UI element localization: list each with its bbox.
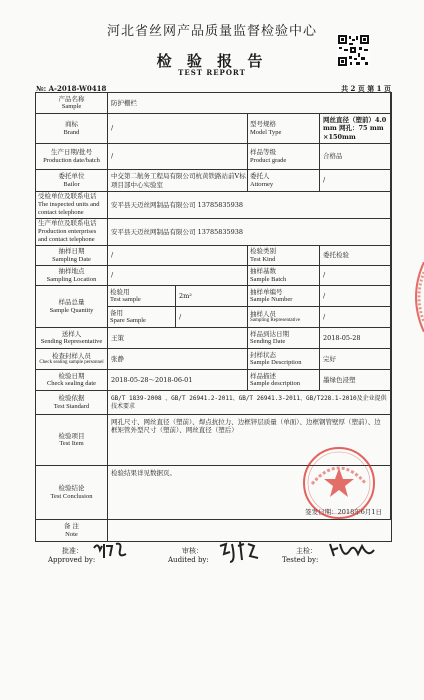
date-batch-label-en: Production date/batch bbox=[43, 156, 100, 164]
items-value: 网孔尺寸、网丝直径（塑前）、焊点抗拉力、边框锌层质量（单面）、边框钢管壁厚（塑前）、边框矩管外型尺寸（塑前）、网丝直径（塑后） bbox=[108, 415, 391, 466]
sample-number-label-cn: 抽样单编号 bbox=[250, 287, 283, 296]
audited-signature-icon bbox=[218, 540, 262, 566]
tested-block bbox=[282, 546, 318, 564]
sampling-rep-label-en: Sampling Representative bbox=[250, 317, 301, 323]
approved-signature-icon bbox=[92, 540, 132, 562]
check-personnel-value: 张静 bbox=[108, 349, 248, 370]
report-number: №: A-2018-W0418 bbox=[36, 84, 107, 93]
title-en: TEST REPORT bbox=[178, 68, 246, 77]
quantity-label-cn: 样品总量 bbox=[58, 298, 85, 307]
audited-en: Audited by: bbox=[168, 556, 209, 564]
spare-label bbox=[108, 307, 176, 328]
sampling-date-value: / bbox=[108, 246, 248, 266]
sampling-rep-label-cn: 抽样人员 bbox=[250, 309, 276, 318]
quantity-label-en: Sample Quantity bbox=[49, 306, 94, 314]
sampling-date-label-en: Sampling Date bbox=[52, 255, 91, 263]
check-personnel-label-en: Check sealing sample personnel bbox=[39, 359, 104, 365]
tested-cn: 主检： bbox=[296, 547, 317, 555]
standard-label-en: Test Standard bbox=[53, 402, 90, 410]
bailor-label-cn: 委托单位 bbox=[58, 172, 85, 181]
items-label-en: Test Item bbox=[59, 440, 84, 447]
spare-value: / bbox=[176, 307, 248, 328]
test-date-value: 2018-05-28～2018-06-01 bbox=[108, 370, 248, 391]
test-kind-label-en: Test Kind bbox=[250, 255, 276, 263]
date-batch-label bbox=[36, 144, 108, 170]
sending-date-value: 2018-05-28 bbox=[320, 328, 391, 349]
test-sample-label bbox=[108, 286, 176, 307]
sampling-date-label-cn: 抽样日期 bbox=[58, 247, 85, 256]
grade-label-en: Product grade bbox=[250, 156, 287, 164]
title-cn: 检 验 报 告 bbox=[156, 52, 268, 70]
approved-signature bbox=[92, 540, 132, 566]
sending-rep-value: 王策 bbox=[108, 328, 248, 349]
bailor-label-en: Bailor bbox=[63, 180, 80, 188]
date-batch-label-cn: 生产日期/批号 bbox=[50, 148, 93, 157]
brand-label bbox=[36, 114, 108, 144]
standard-label bbox=[36, 391, 108, 415]
conclusion-value: 检验结果详见数据页。 bbox=[111, 469, 176, 477]
standard-value: GB/T 1839-2008 、GB/T 26941.2-2011、GB/T 26941.3-2011、GB/T228.1-2010及企业提供技术要求 bbox=[108, 391, 391, 415]
model-label-en: Model Type bbox=[250, 128, 282, 136]
sending-rep-label bbox=[36, 328, 108, 349]
product-value: 防护栅栏 bbox=[108, 93, 391, 114]
org-name: 河北省丝网产品质量监督检验中心 bbox=[106, 24, 317, 39]
sample-number-label-en: Sample Number bbox=[250, 296, 293, 303]
test-date-label bbox=[36, 370, 108, 391]
note-label-cn: 备 注 bbox=[63, 522, 80, 531]
bailor-label bbox=[36, 170, 108, 192]
audited-block bbox=[168, 546, 209, 564]
page-indicator: 共 2 页 第 1 页 bbox=[341, 84, 391, 93]
attorney-label-en: Attorney bbox=[250, 180, 274, 188]
product-label-cn: 产品名称 bbox=[58, 94, 85, 103]
tested-en: Tested by: bbox=[282, 556, 319, 564]
sending-rep-label-cn: 送样人 bbox=[61, 329, 82, 338]
quantity-label bbox=[36, 286, 108, 328]
standard-label-cn: 检验依据 bbox=[58, 394, 85, 403]
sending-rep-label-en: Sending Representative bbox=[40, 338, 103, 345]
inspected-label-cn: 受检单位及联系电话 bbox=[38, 192, 97, 201]
sampling-loc-value: / bbox=[108, 266, 248, 286]
approved-en: Approved by: bbox=[48, 556, 96, 564]
producer-value: 安平县天迈丝网制品有限公司 13785835938 bbox=[108, 219, 391, 246]
issue-date: 签发日期：2018年6月1日 bbox=[305, 507, 382, 516]
brand-label-cn: 商标 bbox=[65, 120, 78, 129]
test-sample-value: 2m² bbox=[176, 286, 248, 307]
sampling-loc-label bbox=[36, 266, 108, 286]
test-sample-label-en: Test sample bbox=[110, 296, 141, 303]
inspected-label bbox=[36, 192, 108, 219]
brand-value: / bbox=[108, 114, 248, 144]
model-label bbox=[248, 114, 320, 144]
grade-label bbox=[248, 144, 320, 170]
spare-label-cn: 备用 bbox=[110, 308, 123, 317]
approved-cn: 批准： bbox=[62, 547, 83, 555]
sampling-rep-label bbox=[248, 307, 320, 328]
sample-number-value: / bbox=[320, 286, 391, 307]
sample-number-label bbox=[248, 286, 320, 307]
producer-label-cn: 生产单位及联系电话 bbox=[38, 219, 97, 228]
sample-batch-label bbox=[248, 266, 320, 286]
sample-batch-value: / bbox=[320, 266, 391, 286]
tested-signature-icon bbox=[328, 540, 376, 564]
sample-desc-label-en: Sample description bbox=[250, 380, 301, 387]
producer-label bbox=[36, 219, 108, 246]
test-date-label-cn: 检验日期 bbox=[58, 371, 85, 380]
test-date-label-en: Check sealing date bbox=[46, 380, 97, 387]
seal-state-label bbox=[248, 349, 320, 370]
model-value: 网丝直径（塑前）4.0 mm 网孔：75 mm ×150mm bbox=[320, 114, 391, 144]
inspected-value: 安平县天迈丝网制品有限公司 13785835938 bbox=[108, 192, 391, 219]
test-kind-value: 委托检验 bbox=[320, 246, 391, 266]
items-label-cn: 检验项目 bbox=[58, 431, 85, 440]
inspection-seal-stamp bbox=[300, 444, 378, 522]
brand-label-en: Brand bbox=[63, 128, 80, 136]
note-label bbox=[36, 520, 108, 541]
sampling-rep-value: / bbox=[320, 307, 391, 328]
tested-signature bbox=[328, 540, 376, 568]
product-label bbox=[36, 93, 108, 114]
sending-date-label-cn: 样品到达日期 bbox=[250, 329, 289, 338]
attorney-value: / bbox=[320, 170, 391, 192]
model-label-cn: 型号规格 bbox=[250, 120, 276, 129]
test-kind-label bbox=[248, 246, 320, 266]
sample-batch-label-en: Sample Batch bbox=[250, 275, 287, 283]
sending-date-label-en: Sending Date bbox=[250, 338, 286, 345]
note-label-en: Note bbox=[65, 530, 78, 538]
items-label bbox=[36, 415, 108, 466]
producer-label-en: Production enterprises and contact telephone bbox=[38, 227, 97, 244]
test-kind-label-cn: 检验类别 bbox=[250, 247, 276, 256]
test-sample-label-cn: 检验用 bbox=[110, 287, 130, 296]
attorney-label bbox=[248, 170, 320, 192]
grade-label-cn: 样品等级 bbox=[250, 148, 276, 157]
inspected-label-en: The inspected units and contact telephone bbox=[38, 200, 100, 217]
audited-cn: 审核： bbox=[182, 547, 203, 555]
seal-state-label-cn: 封样状态 bbox=[250, 350, 276, 359]
conclusion-label bbox=[36, 466, 108, 520]
date-batch-value: / bbox=[108, 144, 248, 170]
sampling-date-label bbox=[36, 246, 108, 266]
sample-desc-value: 墨绿色浸塑 bbox=[320, 370, 391, 391]
check-personnel-label bbox=[36, 349, 108, 370]
sampling-loc-label-cn: 抽样地点 bbox=[58, 267, 85, 276]
sample-desc-label-cn: 样品描述 bbox=[250, 371, 276, 380]
seal-state-label-en: Sample Description bbox=[250, 359, 302, 366]
attorney-label-cn: 委托人 bbox=[250, 172, 270, 181]
sample-batch-label-cn: 抽样基数 bbox=[250, 267, 276, 276]
conclusion-label-cn: 检验结论 bbox=[58, 484, 85, 493]
sampling-loc-label-en: Sampling Location bbox=[46, 275, 97, 283]
check-personnel-label-cn: 检查封样人员 bbox=[52, 351, 91, 360]
bailor-value: 中交第二航务工程局有限公司杭黄铁路站前V标项目部中心实验室 bbox=[108, 170, 248, 192]
sending-date-label bbox=[248, 328, 320, 349]
product-label-en: Sample bbox=[61, 103, 82, 110]
note-value bbox=[108, 520, 391, 541]
audited-signature bbox=[218, 540, 262, 570]
conclusion-label-en: Test Conclusion bbox=[50, 492, 93, 500]
sample-desc-label bbox=[248, 370, 320, 391]
spare-label-en: Spare Sample bbox=[110, 317, 146, 324]
seal-state-value: 完好 bbox=[320, 349, 391, 370]
approved-block bbox=[48, 546, 95, 564]
page-edge-seal bbox=[408, 262, 424, 332]
grade-value: 合格品 bbox=[320, 144, 391, 170]
